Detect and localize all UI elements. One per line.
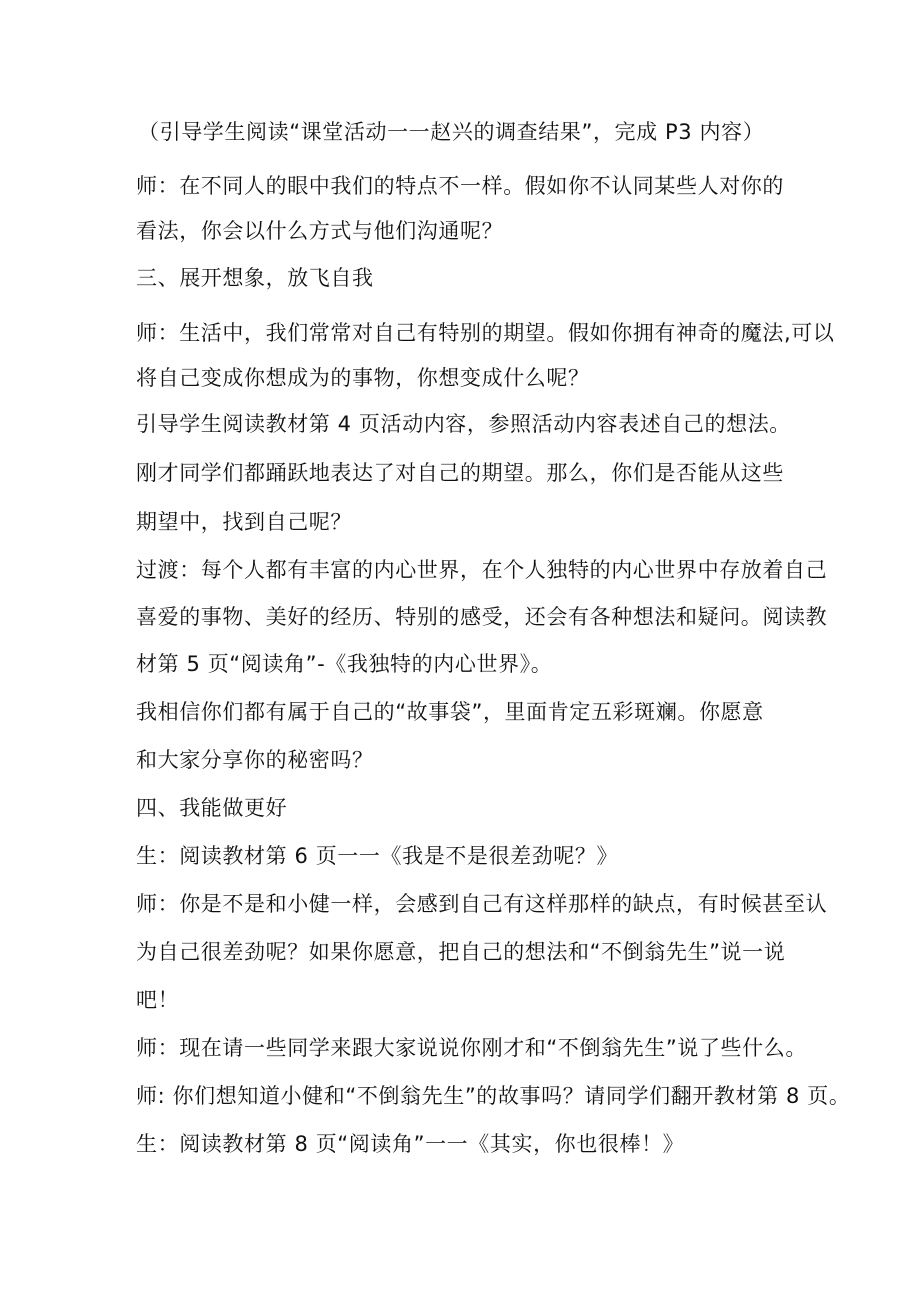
text-line-3: 看法，你会以什么方式与他们沟通呢？ (136, 219, 504, 243)
text-line-17: 师：你是不是和小健一样，会感到自己有这样那样的缺点，有时候甚至认 (136, 892, 828, 916)
text-line-5: 师：生活中，我们常常对自己有特别的期望。假如你拥有神奇的魔法,可以 (136, 321, 835, 345)
text-line-2: 师：在不同人的眼中我们的特点不一样。假如你不认同某些人对你的 (136, 174, 784, 198)
section-heading-4: 四、我能做更好 (136, 796, 288, 820)
text-line-16: 生：阅读教材第 6 页一一《我是不是很差劲呢？》 (136, 844, 619, 868)
text-line-1: （引导学生阅读“课堂活动一一赵兴的调查结果”，完成 P3 内容） (138, 120, 765, 144)
text-line-9: 期望中，找到自己呢？ (136, 510, 352, 534)
text-line-10: 过渡：每个人都有丰富的内心世界，在个人独特的内心世界中存放着自己 (136, 558, 828, 582)
text-line-12: 材第 5 页“阅读角”-《我独特的内心世界》。 (136, 652, 553, 676)
text-line-21: 师: 你们想知道小健和“不倒翁先生”的故事吗？请同学们翻开教材第 8 页。 (136, 1084, 851, 1108)
text-line-18: 为自己很差劲呢？如果你愿意，把自己的想法和“不倒翁先生”说一说 (136, 940, 786, 964)
text-line-19: 吧！ (136, 988, 180, 1012)
section-heading-3: 三、展开想象，放飞自我 (136, 266, 374, 290)
text-line-13: 我相信你们都有属于自己的“故事袋”，里面肯定五彩斑斓。你愿意 (136, 700, 764, 724)
text-line-7: 引导学生阅读教材第 4 页活动内容，参照活动内容表述自己的想法。 (136, 412, 791, 436)
text-line-6: 将自己变成你想成为的事物，你想变成什么呢？ (136, 366, 590, 390)
text-line-8: 刚才同学们都踊跃地表达了对自己的期望。那么，你们是否能从这些 (136, 461, 784, 485)
text-line-20: 师：现在请一些同学来跟大家说说你刚才和“不倒翁先生”说了些什么。 (136, 1036, 807, 1060)
text-line-22: 生：阅读教材第 8 页“阅读角”一一《其实，你也很棒！》 (136, 1132, 685, 1156)
text-line-14: 和大家分享你的秘密吗？ (136, 748, 374, 772)
text-line-11: 喜爱的事物、美好的经历、特别的感受，还会有各种想法和疑问。阅读教 (136, 605, 828, 629)
